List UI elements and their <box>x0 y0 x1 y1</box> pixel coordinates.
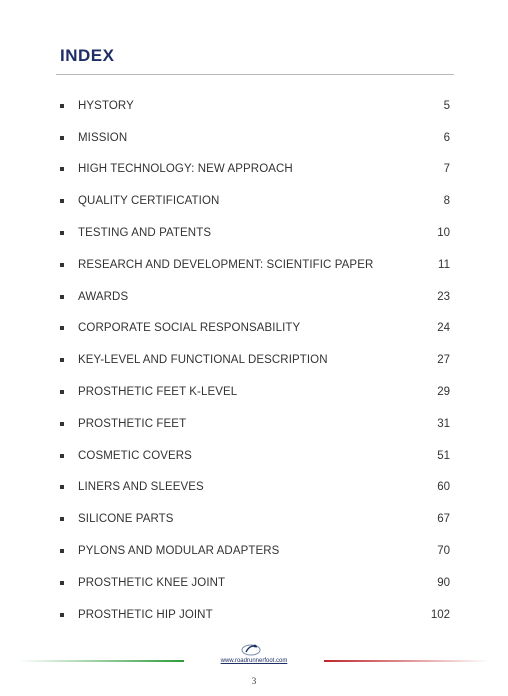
toc-entry-label: LINERS AND SLEEVES <box>78 481 204 494</box>
toc-entry-label: PROSTHETIC FEET <box>78 417 187 430</box>
bullet-icon <box>60 485 64 489</box>
bullet-icon <box>60 295 64 299</box>
toc-entry-page-number: 7 <box>443 163 450 176</box>
toc-entry-label: PROSTHETIC FEET K-LEVEL <box>78 386 238 399</box>
bullet-icon <box>60 517 64 521</box>
toc-entry-label: RESEARCH AND DEVELOPMENT: SCIENTIFIC PAPER <box>78 258 374 271</box>
toc-entry-label: HYSTORY <box>78 99 134 112</box>
toc-entry[interactable] <box>60 313 450 345</box>
toc-entry[interactable] <box>60 185 450 217</box>
title-divider <box>56 74 454 75</box>
toc-entry-page-number: 51 <box>437 449 450 462</box>
toc-entry-page-number: 102 <box>430 608 450 621</box>
toc-entry-page-number: 8 <box>443 195 450 208</box>
toc-entry[interactable] <box>60 281 450 313</box>
page-number: 3 <box>251 676 257 686</box>
toc-entry-page-number: 24 <box>437 322 450 335</box>
page-title: INDEX <box>60 46 115 65</box>
bullet-icon <box>60 390 64 394</box>
toc-entry-page-number: 29 <box>437 386 450 399</box>
toc-entry[interactable] <box>60 217 450 249</box>
bullet-icon <box>60 263 64 267</box>
runner-logo-icon <box>240 642 262 656</box>
toc-entry[interactable] <box>60 154 450 186</box>
bullet-icon <box>60 613 64 617</box>
bullet-icon <box>60 167 64 171</box>
bullet-icon <box>60 104 64 108</box>
toc-entry[interactable] <box>60 503 450 535</box>
bullet-icon <box>60 422 64 426</box>
toc-entry-label: TESTING AND PATENTS <box>78 227 212 240</box>
toc-entry[interactable] <box>60 90 450 122</box>
bullet-icon <box>60 358 64 362</box>
toc-entry-page-number: 11 <box>438 258 450 271</box>
footer-red-rule <box>324 660 490 662</box>
toc-entry[interactable] <box>60 535 450 567</box>
toc-entry-page-number: 6 <box>443 131 450 144</box>
toc-entry-page-number: 5 <box>443 99 450 112</box>
toc-entry-page-number: 23 <box>437 290 450 303</box>
toc-entry-page-number: 27 <box>437 354 450 367</box>
bullet-icon <box>60 549 64 553</box>
toc-entry[interactable] <box>60 122 450 154</box>
toc-entry-label: AWARDS <box>78 290 129 303</box>
toc-entry-label: PROSTHETIC HIP JOINT <box>78 608 213 621</box>
toc-entry[interactable] <box>60 344 450 376</box>
footer-website-link[interactable]: www.roadrunnerfoot.com <box>220 658 288 664</box>
toc-entry[interactable] <box>60 599 450 631</box>
toc-entry-label: HIGH TECHNOLOGY: NEW APPROACH <box>78 163 293 176</box>
bullet-icon <box>60 231 64 235</box>
toc-entry-page-number: 60 <box>437 481 450 494</box>
toc-entry-label: KEY-LEVEL AND FUNCTIONAL DESCRIPTION <box>78 354 328 367</box>
toc-entry-page-number: 31 <box>437 417 450 430</box>
toc-entry-page-number: 10 <box>437 227 450 240</box>
toc-entry-page-number: 70 <box>437 545 450 558</box>
toc-entry-page-number: 90 <box>437 576 450 589</box>
toc-entry[interactable] <box>60 249 450 281</box>
toc-entry-label: SILICONE PARTS <box>78 513 174 526</box>
bullet-icon <box>60 581 64 585</box>
toc-entry-label: QUALITY CERTIFICATION <box>78 195 220 208</box>
toc-entry[interactable] <box>60 472 450 504</box>
bullet-icon <box>60 326 64 330</box>
toc-entry-page-number: 67 <box>437 513 450 526</box>
toc-entry-label: CORPORATE SOCIAL RESPONSABILITY <box>78 322 301 335</box>
toc-entry-label: COSMETIC COVERS <box>78 449 192 462</box>
toc-entry-label: PROSTHETIC KNEE JOINT <box>78 576 226 589</box>
toc-entry[interactable] <box>60 567 450 599</box>
toc-entry[interactable] <box>60 440 450 472</box>
bullet-icon <box>60 199 64 203</box>
toc-entry-label: MISSION <box>78 131 128 144</box>
toc-entry[interactable] <box>60 408 450 440</box>
bullet-icon <box>60 454 64 458</box>
bullet-icon <box>60 136 64 140</box>
toc-entry[interactable] <box>60 376 450 408</box>
toc-entry-label: PYLONS AND MODULAR ADAPTERS <box>78 545 280 558</box>
footer-green-rule <box>18 660 184 662</box>
table-of-contents <box>60 90 450 631</box>
